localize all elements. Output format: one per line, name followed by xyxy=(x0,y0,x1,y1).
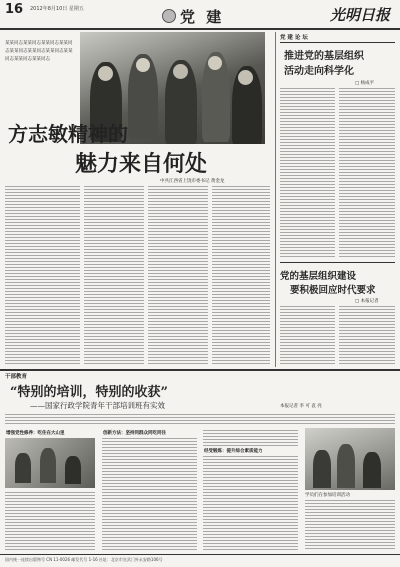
training-body-col2 xyxy=(102,438,197,550)
training-subheadline: ——国家行政学院青年干部培训班有实效 xyxy=(30,401,165,410)
right-title-line1: 推进党的基层组织 xyxy=(284,51,364,62)
right-rule-top xyxy=(280,42,395,43)
training-body-col4 xyxy=(305,500,395,550)
right2-body-a xyxy=(280,306,335,366)
footer-text: 国内统一连续出版物号 CN 11-0026 邮发代号 1-16 社址：北京市宣武门外永安路106号 xyxy=(5,557,163,562)
lead-body-col4 xyxy=(212,186,270,366)
right-title-line2: 活动走向科学化 xyxy=(284,66,354,77)
photo-caption xyxy=(5,40,75,64)
right2-title-line1: 党的基层组织建设 xyxy=(280,271,357,282)
training-photo-right xyxy=(305,428,395,490)
training-photo-caption: 学员们在参加培训活动 xyxy=(305,493,350,498)
section-rule xyxy=(0,369,400,371)
lead-body-col2 xyxy=(84,186,144,366)
training-body-col1 xyxy=(5,492,95,550)
right-body-a xyxy=(280,88,335,258)
right2-byline: □ 本报记者 xyxy=(355,299,379,304)
training-byline: 本报记者 李 可 袁 亮 xyxy=(280,404,322,409)
training-body-col3b xyxy=(203,456,298,550)
lead-body-col3 xyxy=(148,186,208,366)
right-rule-mid xyxy=(280,262,395,263)
right-section-tag: 党 建 论 坛 xyxy=(280,35,308,41)
masthead: 光明日报 xyxy=(330,6,391,24)
training-section-tag: 干部教育 xyxy=(5,374,28,380)
training-photo-left xyxy=(5,438,95,488)
header-bar xyxy=(0,0,400,30)
right-byline: □ 杨成平 xyxy=(355,81,375,86)
lead-byline: 中共江西省上饶市委书记 黄金龙 xyxy=(160,179,225,184)
lead-title-line1: 方志敏精神的 xyxy=(8,122,128,146)
training-sub1: 增强党性修养：吃住在大山里 xyxy=(6,431,65,436)
right2-body-b xyxy=(339,306,395,366)
date-line: 2012年8月10日 星期五 xyxy=(30,6,84,12)
training-body-col3 xyxy=(203,430,298,446)
training-headline: “特别的培训，特别的收获” xyxy=(10,385,168,400)
right-body-b xyxy=(339,88,395,258)
column-divider xyxy=(275,32,276,367)
training-intro xyxy=(5,414,395,426)
footer-rule xyxy=(0,554,400,555)
photo-caption-text: 某某同志某某同志某某同志某某同志某某同志某某同志某某同志某某同志某某同志某某同志 xyxy=(5,41,73,62)
section-name: 党 建 xyxy=(180,8,225,26)
training-sub3: 经受锻炼：提升综合素质能力 xyxy=(204,449,263,454)
page-number: 16 xyxy=(5,2,24,17)
header-rule xyxy=(0,28,400,30)
lead-body-col1 xyxy=(5,186,80,366)
training-sub2: 创新方法：坚持同群众同吃同住 xyxy=(103,431,166,436)
party-emblem-icon xyxy=(162,9,176,23)
lead-title-line2: 魅力来自何处 xyxy=(75,151,208,177)
right2-title-line2: 要积极回应时代要求 xyxy=(290,285,376,296)
